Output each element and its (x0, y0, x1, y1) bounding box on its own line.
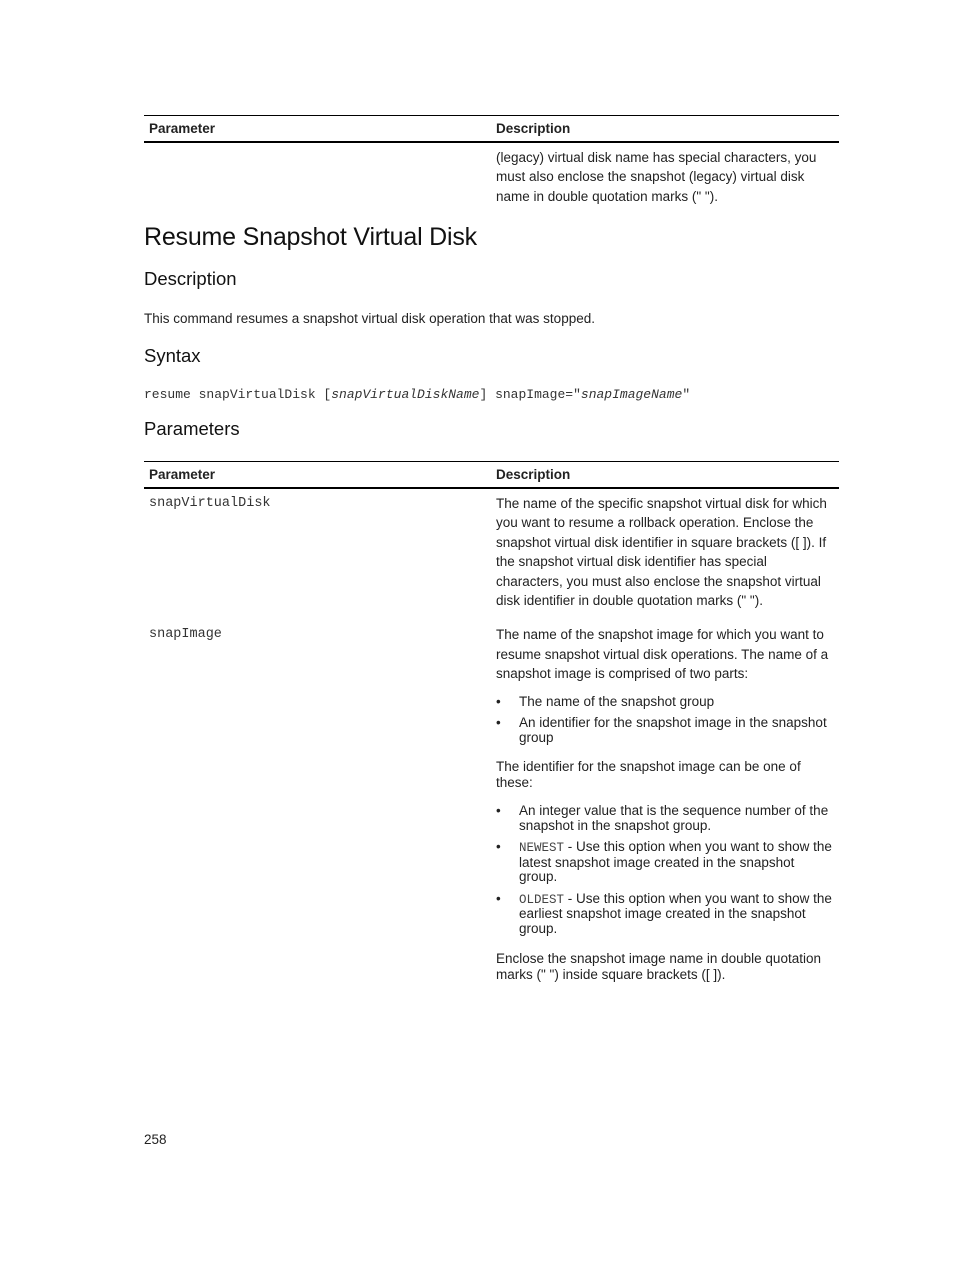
column-header-description: Description (491, 462, 839, 489)
parameter-cell: snapImage (149, 627, 222, 643)
list-item: • An identifier for the snapshot image in the snapshot group (496, 715, 827, 745)
column-header-parameter: Parameter (144, 462, 491, 489)
description-heading: Description (144, 268, 237, 289)
table-row (144, 488, 839, 620)
list-item: • The name of the snapshot group (496, 693, 715, 709)
parameter-cell (144, 142, 491, 216)
identifier-intro: The identifier for the snapshot image can be one of these: (496, 759, 801, 790)
continued-parameter-table (144, 115, 839, 216)
bullet-glyph: • (496, 803, 501, 819)
description-cell (491, 620, 839, 992)
page-number: 258 (144, 1132, 167, 1147)
syntax-parameter: snapImageName (580, 387, 683, 402)
table-row (144, 620, 839, 992)
list-item: • NEWEST - Use this option when you want to show the latest snapshot image created in the snapshot group. (496, 839, 832, 885)
bullet-glyph: • (496, 890, 501, 906)
page-title: Resume Snapshot Virtual Disk (144, 223, 477, 251)
description-text: This command resumes a snapshot virtual disk operation that was stopped. (144, 311, 595, 326)
column-header-description: Description (491, 116, 839, 143)
parameters-heading: Parameters (144, 418, 240, 439)
identifier-options-list (496, 804, 834, 936)
syntax-code (144, 387, 690, 402)
syntax-part: " (682, 387, 691, 402)
parameters-table (144, 461, 839, 992)
name-parts-list (496, 695, 834, 746)
option-code: NEWEST (519, 841, 565, 856)
description-cell: (legacy) virtual disk name has special characters, you must also enclose the snapshot (legacy) virtual disk name in double quotation marks (" "). (496, 150, 817, 204)
syntax-part: ] snapImage=" (479, 387, 581, 402)
syntax-parameter: snapVirtualDiskName (331, 387, 480, 402)
syntax-part: resume snapVirtualDisk [ (144, 387, 332, 402)
list-item: • An integer value that is the sequence number of the snapshot in the snapshot group. (496, 803, 829, 833)
table-row (144, 142, 839, 216)
list-item: • OLDEST - Use this option when you want to show the earliest snapshot image created in the snapshot group. (496, 890, 832, 936)
closing-note: Enclose the snapshot image name in double quotation marks (" ") inside square brackets ([ ]). (496, 951, 821, 982)
description-cell: The name of the specific snapshot virtual disk for which you want to resume a rollback operation. Enclose the snapshot virtual disk identifier in square brackets ([ ]). If the snapshot virtual disk identifier has special characters, you must also enclose the snapshot virtual disk identifier in double quotation marks (" "). (496, 496, 827, 609)
bullet-glyph: • (496, 839, 501, 855)
snapimage-intro: The name of the snapshot image for which you want to resume snapshot virtual disk operations. The name of a snapshot image is comprised of two parts: (496, 627, 829, 682)
option-code: OLDEST (519, 892, 565, 907)
syntax-heading: Syntax (144, 345, 201, 366)
parameter-cell: snapVirtualDisk (149, 496, 271, 511)
column-header-parameter: Parameter (144, 116, 491, 143)
bullet-glyph: • (496, 715, 501, 731)
bullet-glyph: • (496, 693, 501, 709)
